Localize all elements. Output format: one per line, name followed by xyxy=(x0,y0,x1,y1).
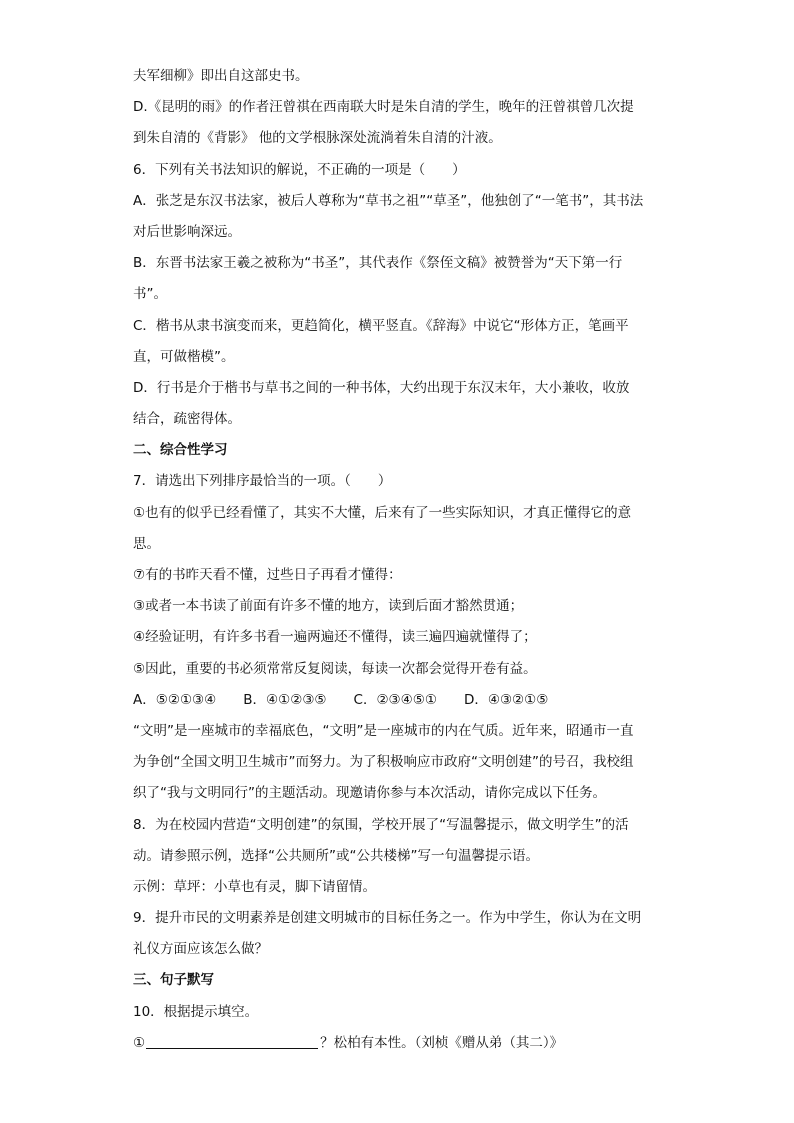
document-page xyxy=(133,61,693,1059)
question-6-option-a: A．张芝是东汉书法家，被后人尊称为“草书之祖”“草圣”，他独创了“一笔书”，其书法 xyxy=(133,192,644,209)
question-6-option-b: B．东晋书法家王羲之被称为“书圣”，其代表作《祭侄文稿》被赞誉为“天下第一行 xyxy=(133,255,623,272)
fill-in-prefix: ① xyxy=(133,1034,146,1051)
text-line: 书”。 xyxy=(133,286,167,303)
text-line: 动。请参照示例，选择“公共厕所”或“公共楼梯”写一句温馨提示语。 xyxy=(133,847,539,864)
sentence-1: ①也有的似乎已经看懂了，其实不大懂，后来有了一些实际知识，才真正懂得它的意 xyxy=(133,504,632,521)
text-line: 礼仪方面应该怎么做？ xyxy=(133,941,268,958)
sentence-4: ④经验证明，有许多书看一遍两遍还不懂得，读三遍四遍就懂得了； xyxy=(133,629,537,646)
section-heading-2: 二、综合性学习 xyxy=(133,442,228,459)
text-line: 为争创“全国文明卫生城市”而努力。为了积极响应市政府“文明创建”的号召，我校组 xyxy=(133,754,634,771)
section-heading-3: 三、句子默写 xyxy=(133,972,214,989)
text-line: 织了“我与文明同行”的主题活动。现邀请你参与本次活动，请你完成以下任务。 xyxy=(133,785,606,802)
text-line: 对后世影响深远。 xyxy=(133,223,241,240)
question-9-stem: 9．提升市民的文明素养是创建文明城市的目标任务之一。作为中学生，你认为在文明 xyxy=(133,910,642,927)
question-6-option-c: C．楷书从隶书演变而来，更趋简化，横平竖直。《辞海》中说它“形体方正，笔画平 xyxy=(133,317,629,334)
intro-paragraph: “文明”是一座城市的幸福底色，“文明”是一座城市的内在气质。近年来，昭通市一直 xyxy=(133,722,634,739)
question-7-stem: 7．请选出下列排序最恰当的一项。（ ） xyxy=(133,473,392,490)
fill-in-suffix: ？松柏有本性。（刘桢《赠从弟（其二）》 xyxy=(320,1034,564,1051)
text-line: 夫军细柳》即出自这部史书。 xyxy=(133,68,309,84)
question-7-options: A．⑤②①③④ B．④①②③⑤ C．②③④⑤① D．④③②①⑤ xyxy=(133,691,549,708)
sentence-3: ③或者一本书读了前面有许多不懂的地方，读到后面才豁然贯通； xyxy=(133,598,524,615)
sentence-2: ⑦有的书昨天看不懂，过些日子再看才懂得： xyxy=(133,567,402,583)
question-6-option-d: D．行书是介于楷书与草书之间的一种书体，大约出现于东汉末年，大小兼收，收放 xyxy=(133,379,630,396)
answer-blank[interactable] xyxy=(146,1034,318,1049)
text-line: 到朱自清的《背影》 他的文学根脉深处流淌着朱自清的汁液。 xyxy=(133,130,502,147)
question-6-stem: 6．下列有关书法知识的解说，不正确的一项是（ ） xyxy=(133,161,466,178)
text-line: D.《昆明的雨》的作者汪曾祺在西南联大时是朱自清的学生，晚年的汪曾祺曾几次提 xyxy=(133,99,634,116)
text-line: 直，可做楷模”。 xyxy=(133,348,235,365)
text-line: 思。 xyxy=(133,535,160,552)
text-line: 结合，疏密得体。 xyxy=(133,411,241,428)
example-line: 示例：草坪：小草也有灵，脚下请留情。 xyxy=(133,878,376,895)
question-8-stem: 8．为在校园内营造“文明创建”的氛围，学校开展了“写温馨提示，做文明学生”的活 xyxy=(133,816,629,833)
sentence-5: ⑤因此，重要的书必须常常反复阅读，每读一次都会觉得开卷有益。 xyxy=(133,660,537,677)
question-10-stem: 10．根据提示填空。 xyxy=(133,1003,259,1020)
fill-in-line xyxy=(133,1028,693,1059)
